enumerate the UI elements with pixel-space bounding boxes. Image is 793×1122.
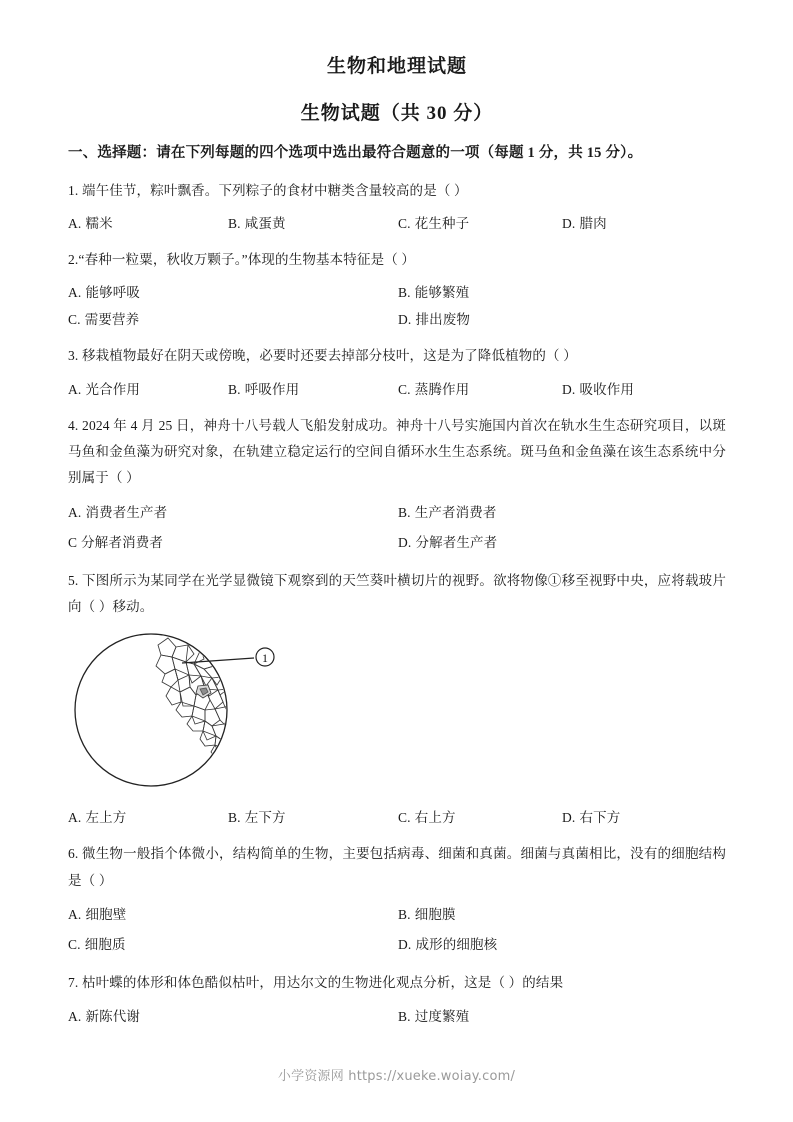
- question-6: [68, 841, 726, 960]
- option-text: 细胞质: [84, 936, 126, 952]
- option-a[interactable]: [68, 900, 126, 930]
- option-row: [68, 306, 726, 333]
- option-text: 需要营养: [84, 312, 140, 328]
- option-text: 能够繁殖: [414, 285, 470, 301]
- option-a[interactable]: [68, 804, 126, 831]
- option-text: 右下方: [579, 810, 621, 826]
- option-letter: A.: [68, 216, 82, 232]
- option-text: 糯米: [85, 216, 113, 232]
- option-a[interactable]: [68, 279, 140, 306]
- callout-leader-line: [182, 658, 254, 663]
- option-b[interactable]: [398, 498, 497, 528]
- option-text: 排出废物: [415, 312, 471, 328]
- option-letter: B.: [398, 1009, 411, 1025]
- option-letter: C: [68, 534, 78, 550]
- option-text: 吸收作用: [579, 381, 635, 397]
- option-b[interactable]: [228, 376, 299, 403]
- option-row: [68, 376, 726, 403]
- option-c[interactable]: [68, 930, 126, 960]
- option-letter: A.: [68, 504, 82, 520]
- question-stem: 7. 枯叶蝶的体形和体色酷似枯叶，用达尔文的生物进化观点分析，这是（ ）的结果: [68, 974, 564, 990]
- option-letter: C.: [398, 381, 411, 397]
- question-stem: 4. 2024 年 4 月 25 日，神舟十八号载人飞船发射成功。神舟十八号实施国内首次在轨水生生态研究项目，以斑马鱼和金鱼藻为研究对象，在轨建立稳定运行的空间自循环水生生态系统。斑马鱼和金鱼藻在该生态系统中分别属于（ ）: [68, 417, 726, 486]
- option-d[interactable]: [562, 376, 634, 403]
- option-letter: B.: [398, 504, 411, 520]
- option-text: 左下方: [244, 810, 286, 826]
- option-letter: C.: [398, 216, 411, 232]
- question-stem: 1. 端午佳节，粽叶飘香。下列粽子的食材中糖类含量较高的是（ ）: [68, 182, 468, 198]
- option-row: [68, 528, 726, 558]
- option-text: 左上方: [85, 810, 127, 826]
- option-letter: A.: [68, 1009, 82, 1025]
- option-a[interactable]: [68, 210, 113, 237]
- option-text: 细胞壁: [85, 906, 127, 922]
- option-row: [68, 930, 726, 960]
- page-content: [68, 55, 726, 1042]
- site-watermark: 小学资源网 https://xueke.woiay.com/: [277, 1069, 516, 1084]
- option-a[interactable]: [68, 498, 167, 528]
- question-stem: 5. 下图所示为某同学在光学显微镜下观察到的天竺葵叶横切片的视野。欲将物像①移至视野中央，应将载玻片向（ ）移动。: [68, 572, 726, 615]
- figure-microscope-field-of-view: [68, 628, 726, 800]
- option-text: 生产者消费者: [414, 504, 497, 520]
- option-text: 成形的细胞核: [415, 936, 498, 952]
- option-text: 右上方: [414, 810, 456, 826]
- option-letter: A.: [68, 906, 82, 922]
- option-letter: B.: [398, 285, 411, 301]
- option-letter: B.: [228, 216, 241, 232]
- option-letter: C.: [398, 810, 411, 826]
- option-text: 腊肉: [579, 216, 607, 232]
- option-d[interactable]: [562, 804, 620, 831]
- question-7: [68, 970, 726, 1032]
- question-1: [68, 178, 726, 237]
- option-letter: B.: [398, 906, 411, 922]
- option-letter: D.: [398, 936, 412, 952]
- option-row: [68, 498, 726, 528]
- option-letter: D.: [398, 534, 412, 550]
- option-letter: A.: [68, 381, 82, 397]
- option-letter: D.: [562, 810, 576, 826]
- option-letter: A.: [68, 810, 82, 826]
- option-text: 蒸腾作用: [414, 381, 470, 397]
- option-text: 细胞膜: [414, 906, 456, 922]
- callout-label: 1: [262, 651, 268, 666]
- option-c[interactable]: [398, 376, 469, 403]
- option-letter: B.: [228, 810, 241, 826]
- option-b[interactable]: [398, 900, 456, 930]
- option-d[interactable]: [398, 930, 497, 960]
- section-heading: 一、选择题：请在下列每题的四个选项中选出最符合题意的一项（每题 1 分，共 15 分）。: [68, 145, 643, 162]
- option-text: 花生种子: [414, 216, 470, 232]
- option-d[interactable]: [398, 306, 470, 333]
- option-text: 咸蛋黄: [244, 216, 286, 232]
- option-a[interactable]: [68, 376, 140, 403]
- question-stem: 3. 移栽植物最好在阴天或傍晚，必要时还要去掉部分枝叶，这是为了降低植物的（ ）: [68, 348, 577, 364]
- option-a[interactable]: [68, 1002, 140, 1032]
- option-text: 过度繁殖: [414, 1009, 470, 1025]
- option-c[interactable]: [398, 804, 456, 831]
- option-text: 新陈代谢: [85, 1009, 141, 1025]
- option-row: [68, 900, 726, 930]
- option-text: 能够呼吸: [85, 285, 141, 301]
- option-c[interactable]: [398, 210, 469, 237]
- question-stem: 2.“春种一粒粟，秋收万颗子。”体现的生物基本特征是（ ）: [68, 252, 416, 268]
- option-text: 光合作用: [85, 381, 141, 397]
- option-text: 消费者生产者: [85, 504, 168, 520]
- option-b[interactable]: [398, 279, 469, 306]
- option-row: [68, 1002, 726, 1032]
- option-b[interactable]: [228, 804, 286, 831]
- option-letter: A.: [68, 285, 82, 301]
- option-b[interactable]: [398, 1002, 469, 1032]
- option-letter: B.: [228, 381, 241, 397]
- option-letter: D.: [562, 216, 576, 232]
- option-letter: C.: [68, 312, 81, 328]
- option-text: 呼吸作用: [244, 381, 300, 397]
- document-title: 生物和地理试题: [326, 56, 467, 77]
- option-row: [68, 804, 726, 831]
- option-text: 分解者生产者: [415, 534, 498, 550]
- option-letter: D.: [562, 381, 576, 397]
- document-subtitle: 生物试题（共 30 分）: [300, 102, 494, 124]
- option-text: 分解者消费者: [81, 534, 164, 550]
- option-d[interactable]: [562, 210, 607, 237]
- option-c[interactable]: [68, 528, 163, 558]
- option-letter: D.: [398, 312, 412, 328]
- question-2: [68, 247, 726, 333]
- question-3: [68, 343, 726, 402]
- option-row: [68, 279, 726, 306]
- option-c[interactable]: [68, 306, 139, 333]
- question-stem: 6. 微生物一般指个体微小，结构简单的生物，主要包括病毒、细菌和真菌。细菌与真菌相比，没有的细胞结构是（ ）: [68, 846, 726, 888]
- question-5: [68, 568, 726, 832]
- option-letter: C.: [68, 936, 81, 952]
- question-4: [68, 413, 726, 558]
- option-d[interactable]: [398, 528, 497, 558]
- microscope-field-of-view-icon: [72, 628, 322, 798]
- option-row: [68, 210, 726, 237]
- option-b[interactable]: [228, 210, 286, 237]
